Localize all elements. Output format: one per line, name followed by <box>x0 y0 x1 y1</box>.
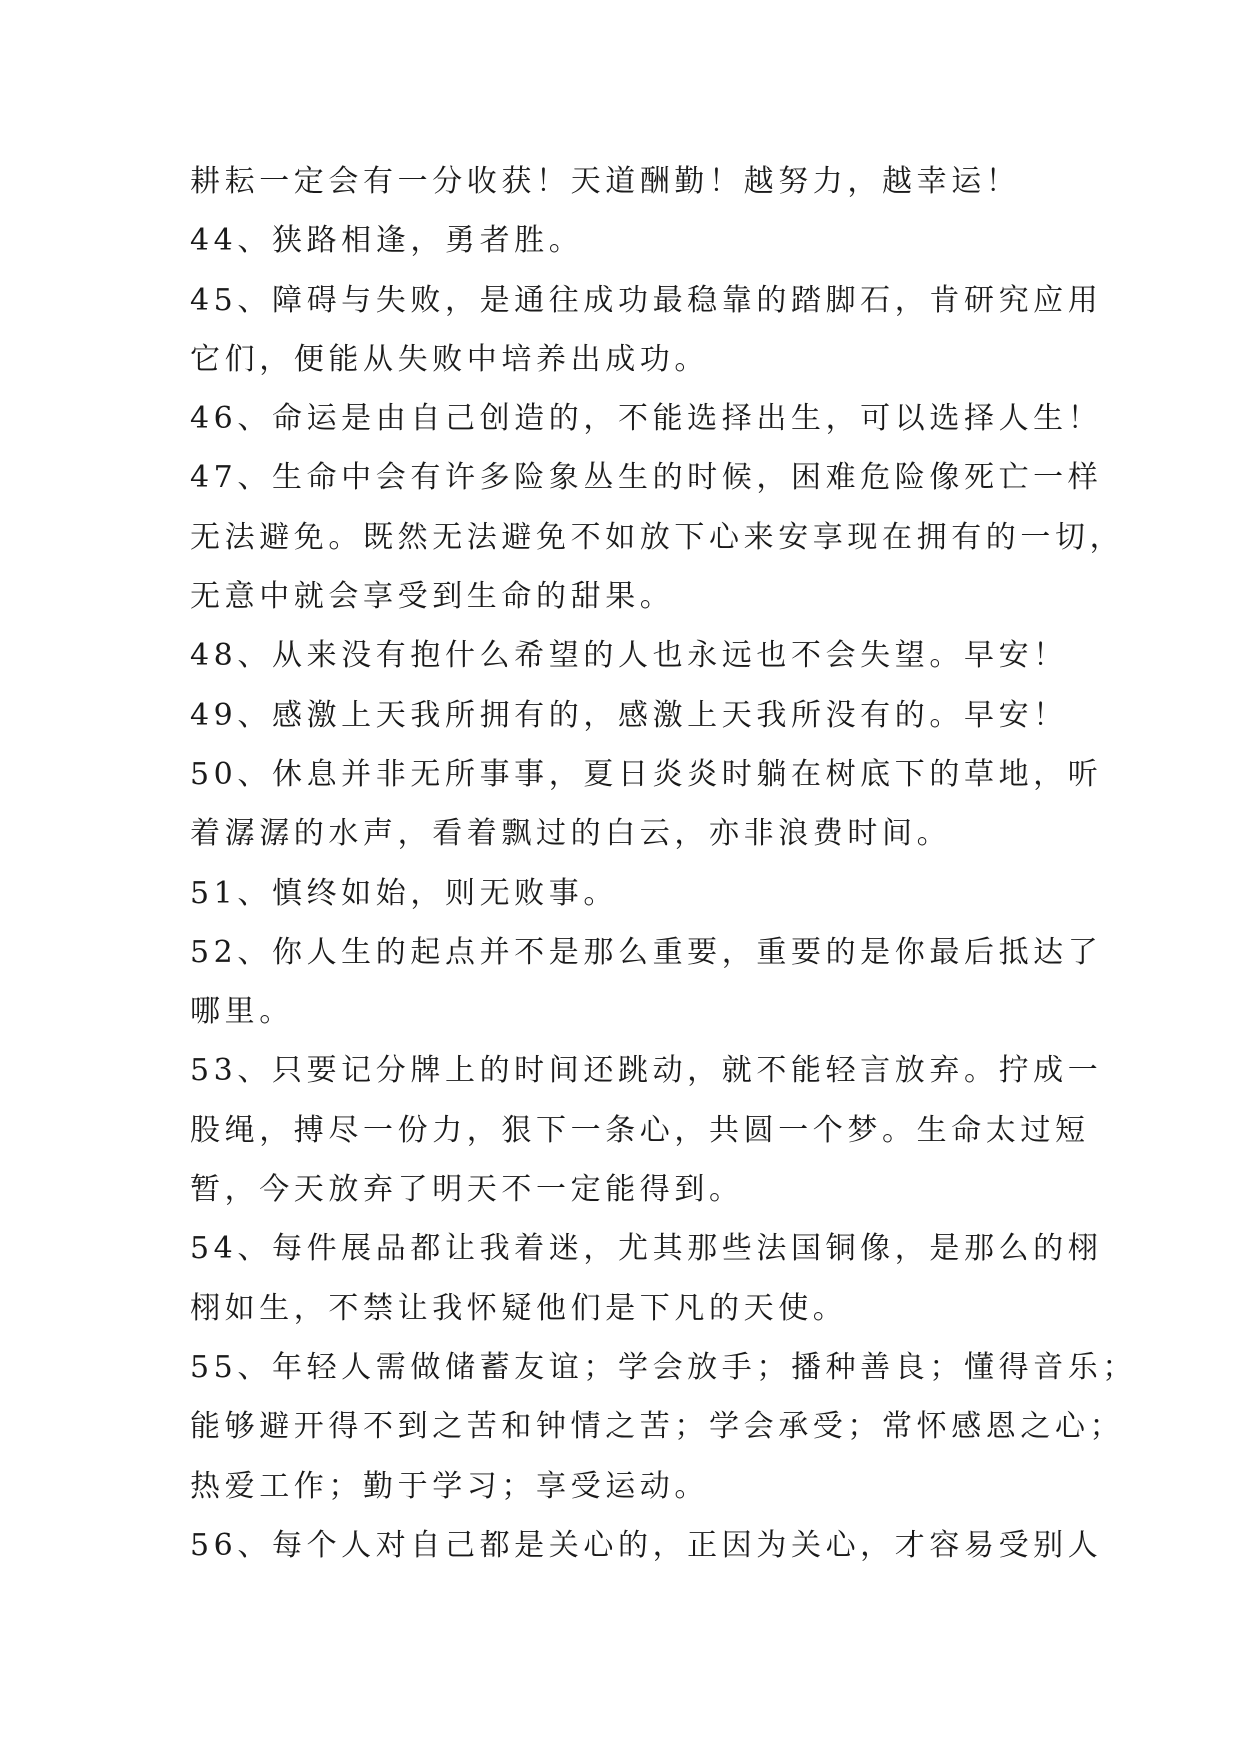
text-line: 47、生命中会有许多险象丛生的时候，困难危险像死亡一样 <box>190 460 1103 496</box>
text-line: 着潺潺的水声，看着飘过的白云，亦非浪费时间。 <box>190 816 952 852</box>
text-line: 耕耘一定会有一分收获！天道酬勤！越努力，越幸运！ <box>190 164 1021 199</box>
text-line: 暂，今天放弃了明天不一定能得到。 <box>190 1172 744 1208</box>
text-line: 53、只要记分牌上的时间还跳动，就不能轻言放弃。拧成一 <box>190 1053 1103 1089</box>
text-line: 能够避开得不到之苦和钟情之苦；学会承受；常怀感恩之心； <box>190 1409 1125 1445</box>
text-line: 50、休息并非无所事事，夏日炎炎时躺在树底下的草地，听 <box>190 756 1103 792</box>
text-line: 44、狭路相逢，勇者胜。 <box>190 223 584 259</box>
text-line: 无法避免。既然无法避免不如放下心来安享现在拥有的一切， <box>190 519 1125 555</box>
text-line: 48、从来没有抱什么希望的人也永远也不会失望。早安！ <box>190 638 1068 674</box>
text-line: 栩如生，不禁让我怀疑他们是下凡的天使。 <box>190 1290 848 1326</box>
text-line: 56、每个人对自己都是关心的，正因为关心，才容易受别人 <box>190 1527 1103 1563</box>
text-line: 它们，便能从失败中培养出成功。 <box>190 341 709 377</box>
text-line: 无意中就会享受到生命的甜果。 <box>190 579 675 615</box>
document-body <box>190 152 1137 1575</box>
text-line: 股绳，搏尽一份力，狠下一条心，共圆一个梦。生命太过短 <box>190 1112 1090 1148</box>
text-line: 51、慎终如始，则无败事。 <box>190 875 618 911</box>
text-line: 46、命运是由自己创造的，不能选择出生，可以选择人生！ <box>190 401 1103 437</box>
text-line: 45、障碍与失败，是通往成功最稳靠的踏脚石，肯研究应用 <box>190 282 1103 318</box>
text-line: 热爱工作；勤于学习；享受运动。 <box>190 1468 709 1504</box>
text-line: 55、年轻人需做储蓄友谊；学会放手；播种善良；懂得音乐； <box>190 1349 1137 1385</box>
text-line: 52、你人生的起点并不是那么重要，重要的是你最后抵达了 <box>190 934 1103 970</box>
text-line: 54、每件展品都让我着迷，尤其那些法国铜像，是那么的栩 <box>190 1231 1103 1267</box>
text-line: 哪里。 <box>190 994 294 1030</box>
text-line: 49、感激上天我所拥有的，感激上天我所没有的。早安！ <box>190 697 1068 733</box>
